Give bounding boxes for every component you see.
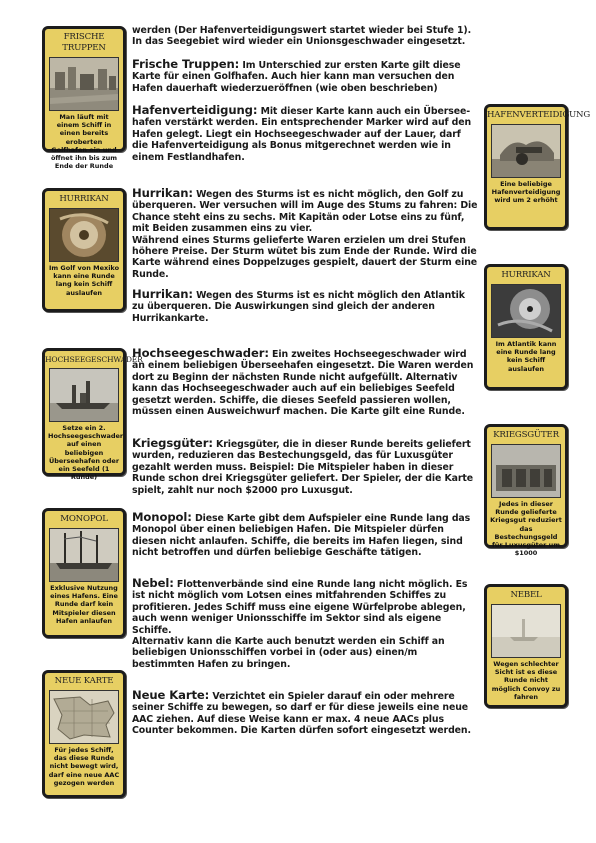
card-illustration-map xyxy=(49,690,119,744)
card-hafenverteidigung xyxy=(484,104,591,230)
card-text: Setze ein 2. Hochseegeschwader auf einen beliebigen Überseehafen oder ein Seefeld (1 Runde) xyxy=(48,424,124,482)
card-hurrikan-atlantik xyxy=(484,264,568,390)
card-title: HURRIKAN xyxy=(501,270,551,280)
section-text xyxy=(132,289,478,324)
section-body: Diese Karte gibt dem Aufspieler eine Runde lang das Monopol über einen beliebigen Hafen. Die Mitspieler dürfen diesen nicht anlaufen. Schiffe, die bereits im Hafen liegen, sind nicht betroffen und dürfen beliebige Geschäfte tätigen. xyxy=(132,513,471,559)
intro-text: werden (Der Hafenverteidigungswert startet wieder bei Stufe 1). In das Seegebiet wird wieder ein Unionsgeschwader eingesetzt. xyxy=(132,25,472,48)
card-hurrikan-golf xyxy=(42,188,126,312)
section-nebel xyxy=(132,578,478,670)
card-text: Man läuft mit einem Schiff in einen bereits eroberten Golfhafen ein und öffnet ihn bis zum Ende der Runde xyxy=(50,113,118,171)
section-hafenverteidigung xyxy=(132,105,478,163)
card-text: Eine beliebige Hafenverteidigung wird um 2 erhöht xyxy=(491,180,561,205)
section-hurrikan-atlantik xyxy=(132,289,478,324)
section-kriegsgueter xyxy=(132,438,478,496)
card-title: NEUE KARTE xyxy=(54,676,114,686)
section-text xyxy=(132,512,478,559)
section-monopol xyxy=(132,512,478,559)
section-text xyxy=(132,348,478,417)
section-hurrikan-golf xyxy=(132,188,478,280)
card-illustration-cargo xyxy=(491,444,561,498)
card-neue-karte xyxy=(42,670,126,798)
card-illustration-harbor xyxy=(49,528,119,582)
section-text xyxy=(132,578,478,636)
card-nebel xyxy=(484,584,568,708)
section-body: Ein zweites Hochseegeschwader wird an einem beliebigen Überseehafen eingesetzt. Die Waren werden dort zu Beginn der nächsten Runde nicht aufgefüllt. Alternativ kann das Hochseegeschwader auch auf ein beliebiges Seefeld gesetzt werden. Schiffe, die dieses Seefeld passieren wollen, müssen einen Ausweichwurf machen. Die Karte gilt eine Runde. xyxy=(132,349,474,418)
card-illustration-fog xyxy=(491,604,561,658)
card-illustration-hurricane xyxy=(491,284,561,338)
section-heading: Hafenverteidigung: xyxy=(132,103,258,117)
card-title: NEBEL xyxy=(510,590,542,600)
section-heading: Frische Truppen: xyxy=(132,57,240,71)
section-frische-truppen xyxy=(132,59,478,94)
section-hochseegeschwader xyxy=(132,348,478,417)
card-title: HAFENVERTEIDIGUNG xyxy=(487,110,591,120)
section-heading: Neue Karte: xyxy=(132,688,210,702)
card-title: HOCHSEEGESCHWADER xyxy=(45,355,143,364)
card-kriegsgueter xyxy=(484,424,568,558)
card-illustration-city xyxy=(49,57,119,111)
section-text xyxy=(132,690,478,737)
card-frische-truppen xyxy=(42,26,126,171)
card-text: Im Golf von Mexiko kann eine Runde lang kein Schiff auslaufen xyxy=(48,264,120,297)
intro-paragraph xyxy=(132,25,478,48)
section-body: Kriegsgüter, die in dieser Runde bereits geliefert wurden, reduzieren das Bestechungsgeld, das für Luxusgüter gezahlt werden muss. Beispiel: Die Mitspieler haben in dieser Runde schon drei Kriegsgüter geliefert. Der Spieler, der die Karte spielt, zahlt nur noch $2000 pro Luxusgut. xyxy=(132,439,474,496)
section-body-2: Während eines Sturms gelieferte Waren erzielen um drei Stufen höhere Preise. Der Sturm wütet bis zum Ende der Runde. Wird die Karte während eines Doppelzuges gespielt, dauert der Sturm eine Runde. xyxy=(132,234,478,280)
card-text: Wegen schlechter Sicht ist es diese Runde nicht möglich Convoy zu fahren xyxy=(491,660,561,701)
card-title: MONOPOL xyxy=(60,514,108,524)
card-title: HURRIKAN xyxy=(59,194,109,204)
section-text xyxy=(132,188,478,235)
section-text xyxy=(132,438,478,496)
card-hochseegeschwader xyxy=(42,348,143,482)
card-text: Für jedes Schiff, das diese Runde nicht bewegt wird, darf eine neue AAC gezogen werden xyxy=(48,746,120,787)
section-body: Mit dieser Karte kann auch ein Übersee-hafen verstärkt werden. Ein entsprechender Marker wird auf den Hafen gelegt. Liegt ein Hochseegeschwader auf der Lauer, darf die Hafenverteidigung als Bonus mitgerechnet werden wie in einem Festlandhafen. xyxy=(132,106,472,163)
section-heading: Kriegsgüter: xyxy=(132,436,213,450)
section-body-2: Alternativ kann die Karte auch benutzt werden ein Schiff an beliebigen Unionsschiffen vorbei in (oder aus) einen/m bestimmten Hafen zu bringen. xyxy=(132,636,445,670)
section-body: Wegen des Sturms ist es nicht möglich, den Golf zu überqueren. Wer versuchen will im Auge des Stums zu fahren: Die Chance steht eins zu sechs. Mit Kapitän oder Lotse eins zu fünf, mit Beiden zusammen eins zu vier. xyxy=(132,189,478,235)
card-title: FRISCHE TRUPPEN xyxy=(62,32,106,53)
card-title: KRIEGSGÜTER xyxy=(493,430,559,440)
card-text: Exklusive Nutzung eines Hafens. Eine Runde darf kein Mitspieler diesen Hafen anlaufen xyxy=(50,584,118,625)
section-heading: Hurrikan: xyxy=(132,287,193,301)
section-heading: Hochseegeschwader: xyxy=(132,346,269,360)
section-body: Im Unterschied zur ersten Karte gilt diese Karte für einen Golfhafen. Auch hier kann man versuchen den Hafen dauerhaft wiederzueröffnen (wie oben beschrieben) xyxy=(132,60,461,94)
section-text xyxy=(132,59,478,94)
section-heading: Monopol: xyxy=(132,510,192,524)
section-body: Flottenverbände sind eine Runde lang nicht möglich. Es ist nicht möglich vom Lotsen eines mitfahrenden Schiffes zu profitieren. Jedes Schiff muss eine eigene Würfelprobe ablegen, auch wenn weniger Unionsschiffe im Sektor sind als eigene Schiffe. xyxy=(132,579,468,636)
section-body: Wegen des Sturms ist es nicht möglich den Atlantik zu überqueren. Die Auswirkungen sind gleich der anderen Hurrikankarte. xyxy=(132,290,465,324)
card-illustration-warship xyxy=(49,368,119,422)
card-text: Im Atlantik kann eine Runde lang kein Schiff auslaufen xyxy=(495,340,557,373)
section-neue-karte xyxy=(132,690,478,737)
card-illustration-hurricane xyxy=(49,208,119,262)
card-illustration-cannon xyxy=(491,124,561,178)
section-heading: Nebel: xyxy=(132,576,174,590)
section-heading: Hurrikan: xyxy=(132,186,193,200)
card-monopol xyxy=(42,508,126,638)
section-body: Verzichtet ein Spieler darauf ein oder mehrere seiner Schiffe zu bewegen, so darf er für diese jeweils eine neue AAC ziehen. Auf diese Weise kann er max. 4 neue AACs plus Counter bekommen. Die Karten dürfen sofort eingesetzt werden. xyxy=(132,691,471,737)
section-text xyxy=(132,105,478,163)
card-text: Jedes in dieser Runde gelieferte Kriegsgut reduziert das Bestechungsgeld für Luxusgüter um $1000 xyxy=(490,500,562,558)
